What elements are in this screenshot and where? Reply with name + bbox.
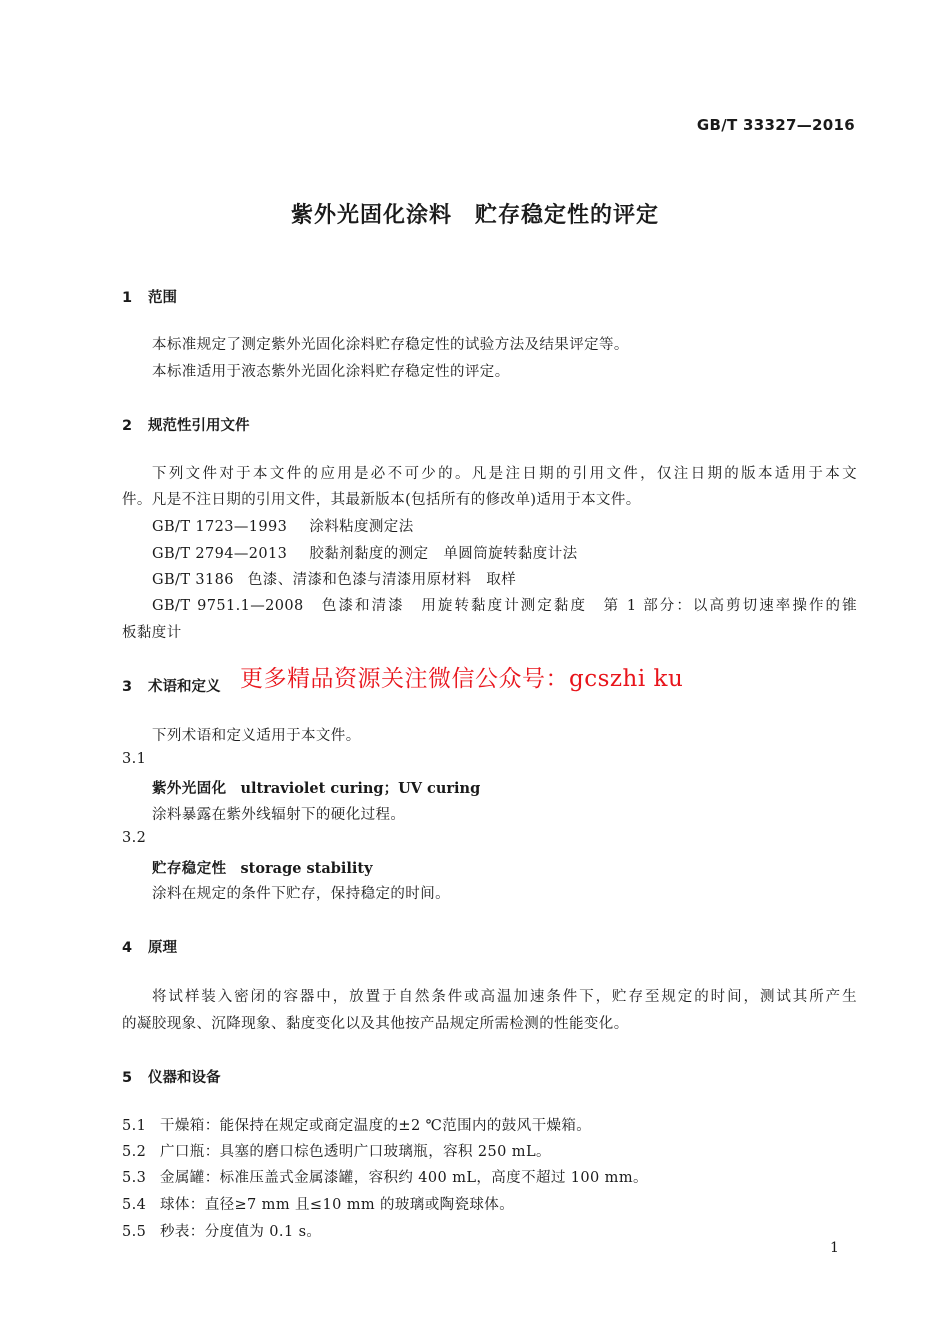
reference-item-continuation: 板黏度计 bbox=[122, 625, 182, 641]
section-number: 1 bbox=[122, 290, 133, 306]
term-entry bbox=[152, 777, 480, 798]
reference-item bbox=[152, 594, 857, 615]
section-title: 范围 bbox=[148, 290, 177, 306]
clause-item bbox=[122, 1140, 551, 1161]
paragraph: 本标准适用于液态紫外光固化涂料贮存稳定性的评定。 bbox=[152, 364, 510, 380]
section-4-heading bbox=[122, 936, 177, 957]
reference-title: 涂料粘度测定法 bbox=[309, 519, 414, 535]
clause-number: 5.3 bbox=[122, 1170, 147, 1186]
paragraph-line: 的凝胶现象、沉降现象、黏度变化以及其他按产品规定所需检测的性能变化。 bbox=[122, 1016, 629, 1032]
reference-title: 色漆和清漆 用旋转黏度计测定黏度 第 1 部分：以高剪切速率操作的锥 bbox=[321, 598, 857, 614]
clause-item bbox=[122, 1193, 514, 1214]
paragraph: 下列术语和定义适用于本文件。 bbox=[152, 728, 361, 744]
section-number: 3 bbox=[122, 679, 133, 695]
reference-code: GB/T 3186 bbox=[152, 572, 234, 588]
section-title: 原理 bbox=[148, 940, 177, 956]
clause-text: 秒表：分度值为 0.1 s。 bbox=[160, 1224, 322, 1240]
clause-item bbox=[122, 1114, 591, 1135]
clause-item bbox=[122, 1166, 648, 1187]
term-chinese: 贮存稳定性 bbox=[152, 861, 227, 877]
section-title: 术语和定义 bbox=[148, 679, 221, 695]
clause-number: 5.1 bbox=[122, 1118, 147, 1134]
document-title: 紫外光固化涂料 贮存稳定性的评定 bbox=[290, 203, 659, 228]
term-number: 3.2 bbox=[122, 830, 147, 846]
reference-code: GB/T 1723—1993 bbox=[152, 519, 288, 535]
paragraph-line: 件。凡是不注日期的引用文件，其最新版本(包括所有的修改单)适用于本文件。 bbox=[122, 492, 641, 508]
section-5-heading bbox=[122, 1066, 221, 1087]
paragraph-line: 下列文件对于本文件的应用是必不可少的。凡是注日期的引用文件，仅注日期的版本适用于本文 bbox=[152, 466, 857, 482]
clause-number: 5.5 bbox=[122, 1224, 147, 1240]
reference-code: GB/T 2794—2013 bbox=[152, 546, 288, 562]
clause-item bbox=[122, 1220, 321, 1241]
clause-text: 金属罐：标准压盖式金属漆罐，容积约 400 mL，高度不超过 100 mm。 bbox=[160, 1170, 648, 1186]
section-number: 5 bbox=[122, 1070, 133, 1086]
paragraph-line: 将试样装入密闭的容器中，放置于自然条件或高温加速条件下，贮存至规定的时间，测试其所产生 bbox=[152, 989, 857, 1005]
reference-item bbox=[152, 515, 414, 536]
section-2-heading bbox=[122, 414, 250, 435]
clause-number: 5.2 bbox=[122, 1144, 147, 1160]
standard-number: GB/T 33327—2016 bbox=[696, 116, 855, 134]
term-english: ultraviolet curing；UV curing bbox=[240, 780, 481, 797]
page-number: 1 bbox=[830, 1240, 839, 1256]
watermark-text: 更多精品资源关注微信公众号：gcszhi ku bbox=[240, 666, 684, 692]
term-number: 3.1 bbox=[122, 751, 147, 767]
clause-number: 5.4 bbox=[122, 1197, 147, 1213]
term-chinese: 紫外光固化 bbox=[152, 781, 227, 797]
term-definition: 涂料暴露在紫外线辐射下的硬化过程。 bbox=[152, 807, 406, 823]
clause-text: 球体：直径≥7 mm 且≤10 mm 的玻璃或陶瓷球体。 bbox=[160, 1197, 515, 1213]
section-title: 规范性引用文件 bbox=[148, 418, 250, 434]
reference-title: 胶黏剂黏度的测定 单圆筒旋转黏度计法 bbox=[309, 546, 578, 562]
term-entry bbox=[152, 857, 373, 878]
reference-item bbox=[152, 542, 578, 563]
reference-code: GB/T 9751.1—2008 bbox=[152, 598, 304, 614]
reference-item bbox=[152, 568, 516, 589]
section-number: 2 bbox=[122, 418, 133, 434]
clause-text: 广口瓶：具塞的磨口棕色透明广口玻璃瓶，容积 250 mL。 bbox=[160, 1144, 551, 1160]
paragraph: 本标准规定了测定紫外光固化涂料贮存稳定性的试验方法及结果评定等。 bbox=[152, 337, 629, 353]
section-3-heading bbox=[122, 675, 221, 696]
clause-text: 干燥箱：能保持在规定或商定温度的±2 ℃范围内的鼓风干燥箱。 bbox=[160, 1118, 592, 1134]
section-1-heading bbox=[122, 286, 177, 307]
section-number: 4 bbox=[122, 940, 133, 956]
section-title: 仪器和设备 bbox=[148, 1070, 221, 1086]
reference-title: 色漆、清漆和色漆与清漆用原材料 取样 bbox=[247, 572, 517, 588]
term-definition: 涂料在规定的条件下贮存，保持稳定的时间。 bbox=[152, 886, 450, 902]
term-english: storage stability bbox=[240, 860, 373, 877]
